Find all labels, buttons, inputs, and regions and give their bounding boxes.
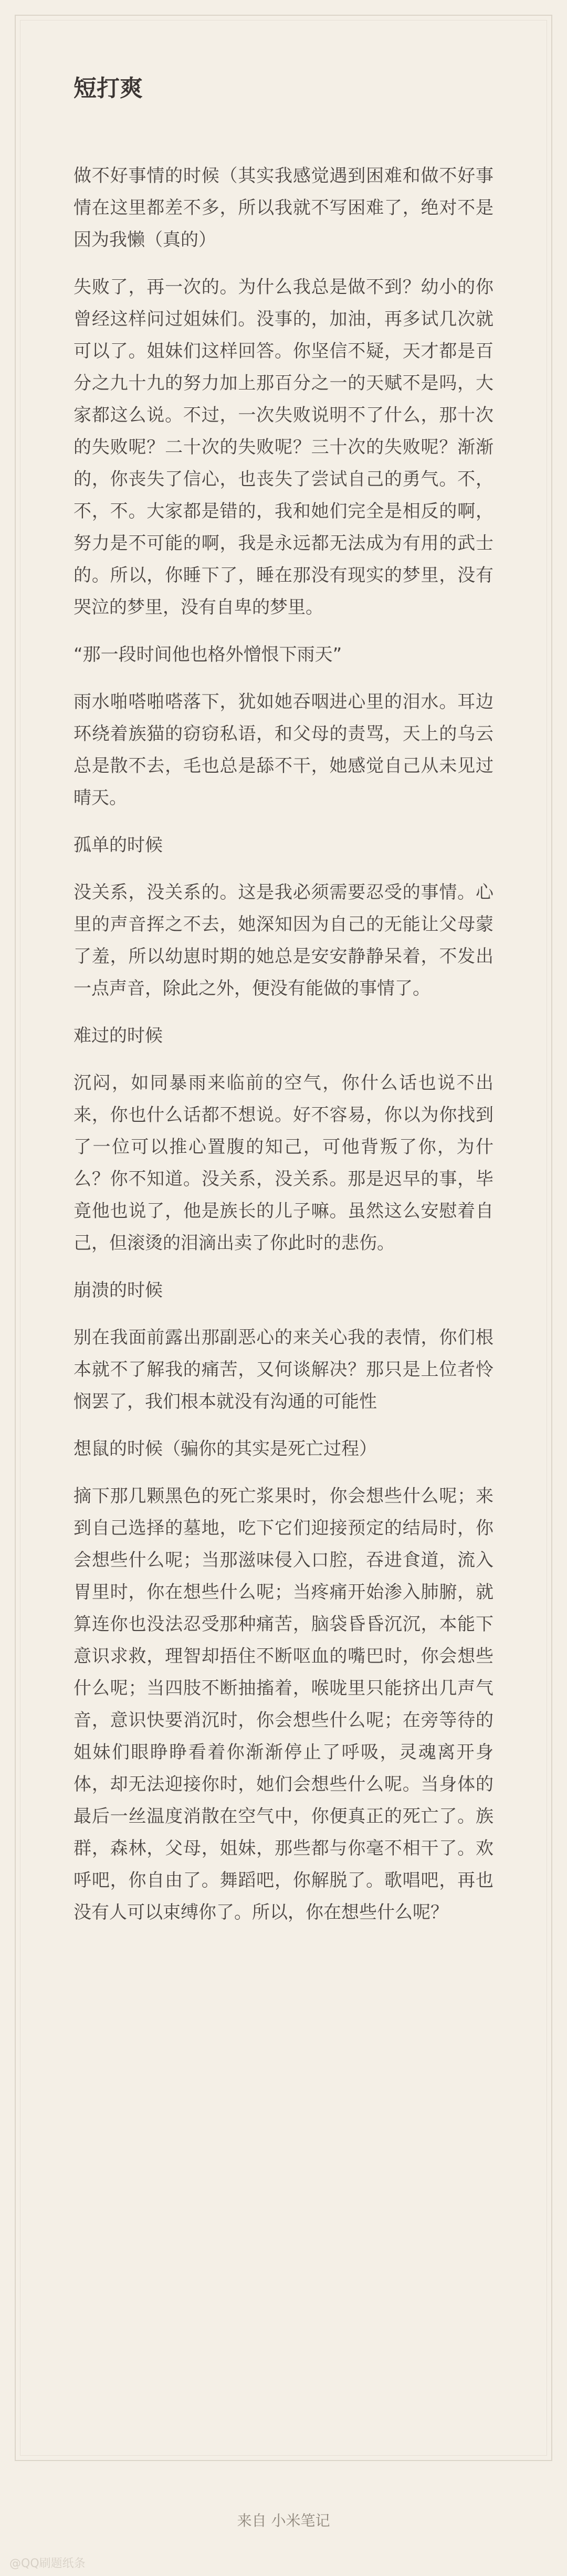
source-footer: 来自 小米笔记 <box>237 2512 330 2529</box>
paragraph: “那一段时间他也格外憎恨下雨天” <box>74 644 342 666</box>
section-heading: 想鼠的时候（骗你的其实是死亡过程） <box>74 1438 377 1460</box>
paragraph: 没关系，没关系的。这是我必须需要忍受的事情。心里的声音挥之不去，她深知因为自己的无能让父母蒙了羞，所以幼崽时期的她总是安安静静呆着，不发出一点声音，除此之外，便没有能做的事情了。 <box>74 882 494 1000</box>
note-content <box>74 73 494 1944</box>
paragraph: 失败了，再一次的。为什么我总是做不到？幼小的你曾经这样问过姐妹们。没事的，加油，再多试几次就可以了。姐妹们这样回答。你坚信不疑，天才都是百分之九十九的努力加上那百分之一的天赋不是吗，大家都这么说。不过，一次失败说明不了什么，那十次的失败呢？二十次的失败呢？三十次的失败呢？渐渐的，你丧失了信心，也丧失了尝试自己的勇气。不，不，不。大家都是错的，我和她们完全是相反的啊，努力是不可能的啊，我是永远都无法成为有用的武士的。所以，你睡下了，睡在那没有现实的梦里，没有哭泣的梦里，没有自卑的梦里。 <box>74 277 494 618</box>
paragraph: 雨水啪嗒啪嗒落下，犹如她吞咽进心里的泪水。耳边环绕着族猫的窃窃私语，和父母的责骂，天上的乌云总是散不去，毛也总是舔不干，她感觉自己从未见过晴天。 <box>74 691 494 809</box>
section-heading: 难过的时候 <box>74 1025 163 1047</box>
paragraph: 沉闷，如同暴雨来临前的空气，你什么话也说不出来，你也什么话都不想说。好不容易，你以为你找到了一位可以推心置腹的知己，可他背叛了你，为什么？你不知道。没关系，没关系。那是迟早的事，毕竟他也说了，他是族长的儿子嘛。虽然这么安慰着自己，但滚烫的泪滴出卖了你此时的悲伤。 <box>74 1073 494 1254</box>
section-heading: 孤单的时候 <box>74 835 163 856</box>
paragraph: 做不好事情的时候（其实我感觉遇到困难和做不好事情在这里都差不多，所以我就不写困难了，绝对不是因为我懒（真的） <box>74 165 494 251</box>
note-title: 短打爽 <box>74 75 143 102</box>
paragraph: 别在我面前露出那副恶心的来关心我的表情，你们根本就不了解我的痛苦，又何谈解决？那只是上位者怜悯罢了，我们根本就没有沟通的可能性 <box>74 1327 494 1413</box>
paragraph: 摘下那几颗黑色的死亡浆果时，你会想些什么呢；来到自己选择的墓地，吃下它们迎接预定的结局时，你会想些什么呢；当那滋味侵入口腔，吞进食道，流入胃里时，你在想些什么呢；当疼痛开始渗入肺腑，就算连你也没法忍受那种痛苦，脑袋昏昏沉沉，本能下意识求救，理智却捂住不断呕血的嘴巴时，你会想些什么呢；当四肢不断抽搐着，喉咙里只能挤出几声气音，意识快要消沉时，你会想些什么呢；在旁等待的姐妹们眼睁睁看着你渐渐停止了呼吸，灵魂离开身体，却无法迎接你时，她们会想些什么呢。当身体的最后一丝温度消散在空气中，你便真正的死亡了。族群，森林，父母，姐妹，那些都与你毫不相干了。欢呼吧，你自由了。舞蹈吧，你解脱了。歌唱吧，再也没有人可以束缚你了。所以，你在想些什么呢？ <box>74 1486 494 1923</box>
watermark: @QQ刷题纸条 <box>9 2557 86 2570</box>
section-heading: 崩溃的时候 <box>74 1280 163 1301</box>
